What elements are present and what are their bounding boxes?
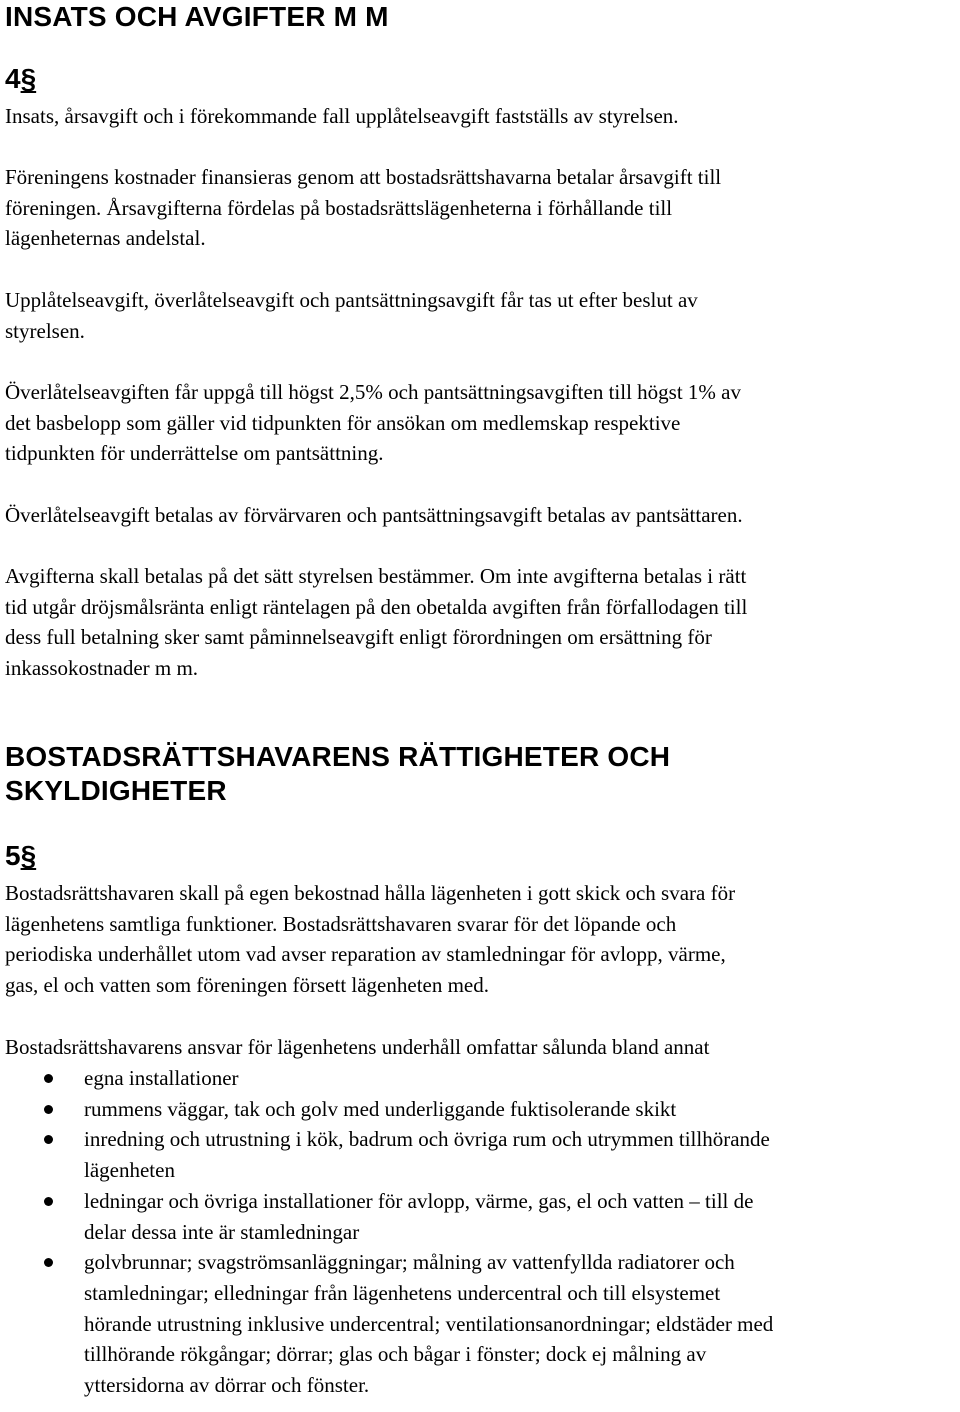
text-line: Överlåtelseavgiften får uppgå till högst 2,5% och pantsättningsavgiften till högst 1% av: [5, 380, 741, 404]
text-line: stamledningar; elledningar från lägenhetens undercentral och till elsystemet: [84, 1280, 721, 1305]
text-line: styrelsen.: [5, 318, 85, 343]
text-line: gas, el och vatten som föreningen försett lägenheten med.: [5, 973, 490, 998]
text-line: Insats, årsavgift och i förekommande fall upplåtelseavgift fastställs av styrelsen.: [5, 104, 679, 128]
text-line: lägenheternas andelstal.: [5, 226, 206, 251]
text-line: periodiska underhållet utom vad avser reparation av stamledningar för avlopp, värme,: [5, 942, 726, 967]
section-4-heading: [5, 62, 36, 96]
text-line: det basbelopp som gäller vid tidpunkten för ansökan om medlemskap respektive: [5, 410, 681, 435]
text-line: golvbrunnar; svagströmsanläggningar; målning av vattenfyllda radiatorer och: [84, 1250, 735, 1275]
text-line: yttersidorna av dörrar och fönster.: [84, 1373, 370, 1398]
text-line: rummens väggar, tak och golv med underliggande fuktisolerande skikt: [84, 1096, 677, 1121]
s4-paragraph-2: [5, 162, 957, 254]
text-line: föreningen. Årsavgifterna fördelas på bostadsrättslägenheterna i förhållande till: [5, 195, 673, 220]
section-5-heading: [5, 839, 36, 873]
text-line: egna installationer: [84, 1066, 239, 1090]
text-line: Avgifterna skall betalas på det sätt styrelsen bestämmer. Om inte avgifterna betalas i rätt: [5, 564, 747, 588]
responsibility-list: [0, 1063, 960, 1401]
text-line: dess full betalning sker samt påminnelseavgift enligt förordningen om ersättning för: [5, 625, 712, 650]
text-line: inkassokostnader m m.: [5, 656, 199, 681]
section-4-number: 4: [5, 63, 21, 94]
text-line: tid utgår dröjsmålsränta enligt räntelagen på den obetalda avgiften från förfallodagen till: [5, 594, 748, 619]
text-line: delar dessa inte är stamledningar: [84, 1219, 360, 1244]
s4-paragraph-6: [5, 561, 957, 684]
list-item: [0, 1186, 960, 1247]
heading-line: BOSTADSRÄTTSHAVARENS RÄTTIGHETER OCH: [5, 741, 671, 772]
text-line: Bostadsrättshavaren skall på egen bekostnad hålla lägenheten i gott skick och svara för: [5, 881, 736, 905]
bullet-icon: [44, 1074, 53, 1083]
text-line: hörande utrustning inklusive undercentral; ventilationsanordningar; eldstäder med: [84, 1311, 774, 1336]
text-line: Föreningens kostnader finansieras genom att bostadsrättshavarna betalar årsavgift till: [5, 165, 722, 189]
s4-paragraph-4: [5, 377, 957, 469]
section-5-mark: §: [20, 840, 37, 871]
s4-paragraph-5: [5, 500, 957, 531]
list-item: [0, 1094, 960, 1125]
text-line: lägenhetens samtliga funktioner. Bostadsrättshavaren svarar för det löpande och: [5, 911, 677, 936]
section-5-number: 5: [5, 840, 21, 871]
bullet-icon: [44, 1105, 53, 1114]
text-line: lägenheten: [84, 1158, 175, 1183]
text-line: inredning och utrustning i kök, badrum och övriga rum och utrymmen tillhörande: [84, 1127, 770, 1152]
s4-paragraph-1: [5, 101, 957, 132]
s5-paragraph-1: [5, 878, 957, 1001]
section-4-mark: §: [20, 63, 37, 94]
list-item: [0, 1247, 960, 1401]
list-item: [0, 1124, 960, 1185]
text-line: tidpunkten för underrättelse om pantsättning.: [5, 441, 384, 466]
list-item: [0, 1063, 960, 1094]
text-line: tillhörande rökgångar; dörrar; glas och bågar i fönster; dock ej målning av: [84, 1342, 707, 1367]
text-line: ledningar och övriga installationer för avlopp, värme, gas, el och vatten – till de: [84, 1188, 754, 1213]
bullet-icon: [44, 1258, 53, 1267]
s4-paragraph-3: [5, 285, 957, 346]
s5-paragraph-2: [5, 1032, 957, 1063]
text-line: Upplåtelseavgift, överlåtelseavgift och pantsättningsavgift får tas ut efter beslut av: [5, 288, 698, 312]
text-line: Överlåtelseavgift betalas av förvärvaren och pantsättningsavgift betalas av pantsättaren.: [5, 503, 743, 527]
heading-line: SKYLDIGHETER: [5, 775, 227, 806]
text-line: Bostadsrättshavarens ansvar för lägenhetens underhåll omfattar sålunda bland annat: [5, 1035, 710, 1059]
heading-bostadsrattshavarens: [5, 740, 670, 808]
heading-insats-och-avgifter: INSATS OCH AVGIFTER M M: [5, 1, 389, 32]
bullet-icon: [44, 1135, 53, 1144]
bullet-icon: [44, 1197, 53, 1206]
